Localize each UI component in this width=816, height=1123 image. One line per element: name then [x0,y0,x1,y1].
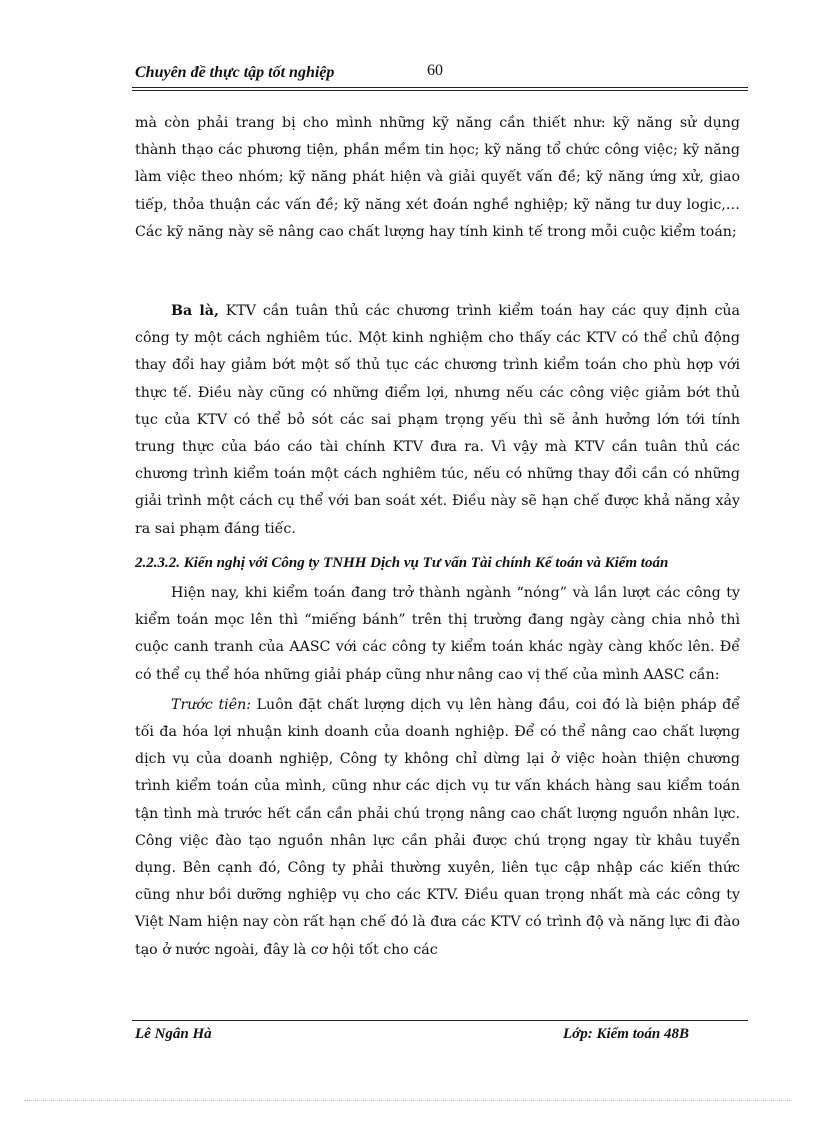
paragraph-skills: mà còn phải trang bị cho mình những kỹ năng cần thiết như: kỹ năng sử dụng thành thạo các phương tiện, phần mềm tin học; kỹ năng tổ chức công việc; kỹ năng làm việc theo nhóm; kỹ năng phát hiện và giải quyết vấn đề; kỹ năng ứng xử, giao tiếp, thỏa thuận các vấn đề; kỹ năng xét đoán nghề nghiệp; kỹ năng tư duy logic,… Các kỹ năng này sẽ nâng cao chất lượng hay tính kinh tế trong mỗi cuộc kiểm toán; [135,115,740,240]
footer-class: Lớp: Kiểm toán 48B [563,1026,689,1042]
paragraph-current-situation: Hiện nay, khi kiểm toán đang trở thành ngành “nóng” và lần lượt các công ty kiểm toán mọc lên thì “miếng bánh” trên thị trường đang ngày càng chia nhỏ thì cuộc canh tranh của AASC với các công ty kiểm toán khác ngày càng khốc lên. Để có thể cụ thể hóa những giải pháp cũng như nâng cao vị thế của mình AASC cần: [135,585,740,683]
page-body [135,110,740,964]
footer-rule [132,1020,748,1021]
page-header [135,60,747,86]
page-number: 60 [427,62,443,79]
section-heading: 2.2.3.2. Kiến nghị với Công ty TNHH Dịch vụ Tư vấn Tài chính Kế toán và Kiểm toán [135,554,669,571]
paragraph-third-point [135,298,740,543]
document-title: Chuyên đề thực tập tốt nghiệp [135,64,335,81]
header-rule-thin [132,90,748,91]
paragraph-first-measure-text: Luôn đặt chất lượng dịch vụ lên hàng đầu, coi đó là biện pháp để tối đa hóa lợi nhuận kinh doanh của doanh nghiệp. Để có thể nâng cao chất lượng dịch vụ của doanh nghiệp, Công ty không chỉ dừng lại ở việc hoàn thiện chương trình kiểm toán của mình, cũng như các dịch vụ tư vấn khách hàng sau kiểm toán tận tình mà trước hết cần cần phải chú trọng nâng cao chất lượng nguồn nhân lực. Công việc đào tạo nguồn nhân lực cần phải được chú trọng ngay từ khâu tuyển dụng. Bên cạnh đó, Công ty phải thường xuyên, liên tục cập nhập các kiến thức cũng như bồi dưỡng nghiệp vụ cho các KTV. Điều quan trọng nhất mà các công ty Việt Nam hiện nay còn rất hạn chế đó là đưa các KTV có trình độ và năng lực đi đào tạo ở nước ngoài, đây là cơ hội tốt cho các [135,696,740,958]
footer-author: Lê Ngân Hà [135,1026,212,1042]
paragraph-gap [135,246,740,298]
paragraph-lead-bold: Ba là, [171,303,219,320]
paragraph-first-measure [135,692,740,964]
paragraph-third-point-text: KTV cần tuân thủ các chương trình kiểm toán hay các quy định của công ty một cách nghiêm túc. Một kinh nghiệm cho thấy các KTV có thể chủ động thay đổi hay giảm bớt một số thủ tục các chương trình kiểm toán cho phù hợp với thực tế. Điều này cũng có những điểm lợi, nhưng nếu các công việc giảm bớt thủ tục của KTV có thể bỏ sót các sai phạm trọng yếu thì sẽ ảnh hưởng lớn tới tính trung thực của báo cáo tài chính KTV đưa ra. Vì vậy mà KTV cần tuân thủ các chương trình kiểm toán một cách nghiêm túc, nếu có những thay đổi cần có những giải trình một cách cụ thể với ban soát xét. Điều này sẽ hạn chế được khả năng xảy ra sai phạm đáng tiếc. [135,303,740,537]
header-rule [132,87,748,88]
page-edge-dots [24,1100,792,1101]
paragraph-lead-italic: Trước tiên: [171,696,252,713]
